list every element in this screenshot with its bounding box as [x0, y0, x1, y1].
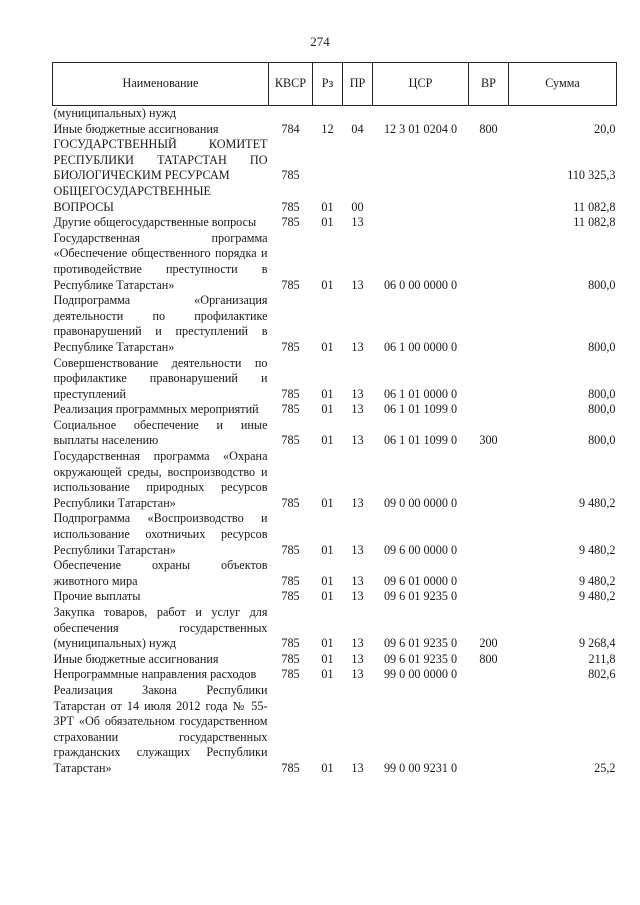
cell-vr — [469, 589, 509, 605]
cell-sum: 800,0 — [588, 386, 616, 401]
cell-kvsr: 785 — [281, 199, 300, 214]
cell-vr — [469, 184, 509, 215]
cell-sum: 9 268,4 — [578, 636, 616, 651]
cell-name: Прочие выплаты — [53, 589, 141, 604]
cell-kvsr: 785 — [281, 760, 300, 775]
cell-pr — [343, 106, 373, 122]
cell-pr: 13 — [351, 215, 364, 230]
cell-vr: 800 — [479, 651, 498, 666]
col-header-name: Наименование — [53, 63, 269, 106]
cell-rz: 01 — [321, 667, 334, 682]
cell-rz: 01 — [321, 636, 334, 651]
cell-vr — [469, 106, 509, 122]
table-row — [53, 418, 617, 449]
cell-pr: 13 — [351, 495, 364, 510]
cell-vr — [469, 402, 509, 418]
budget-table — [52, 62, 617, 777]
col-header-kvsr: КВСР — [269, 63, 313, 106]
cell-pr: 13 — [351, 589, 364, 604]
cell-sum: 9 480,2 — [578, 542, 616, 557]
cell-name: Непрограммные направления расходов — [53, 667, 257, 682]
cell-pr: 13 — [351, 651, 364, 666]
cell-pr: 13 — [351, 339, 364, 354]
cell-sum: 11 082,8 — [573, 215, 616, 230]
cell-name: Государственная программа «Охрана окружающей среды, воспроизводство и использование природных ресурсов Республики Татарстан» — [53, 449, 268, 510]
cell-name: Подпрограмма «Организация деятельности по профилактике правонарушений и преступлений в Республике Татарстан» — [53, 293, 268, 354]
cell-rz: 01 — [321, 277, 334, 292]
cell-vr — [469, 293, 509, 355]
cell-vr — [469, 667, 509, 683]
cell-kvsr: 785 — [281, 215, 300, 230]
cell-kvsr: 785 — [281, 589, 300, 604]
cell-name: Подпрограмма «Воспроизводство и использование охотничьих ресурсов Республики Татарстан» — [53, 511, 268, 557]
cell-sum: 800,0 — [588, 402, 616, 417]
table-row — [53, 558, 617, 589]
cell-name: ГОСУДАРСТВЕННЫЙ КОМИТЕТ РЕСПУБЛИКИ ТАТАРСТАН ПО БИОЛОГИЧЕСКИМ РЕСУРСАМ — [53, 137, 268, 183]
cell-kvsr: 785 — [281, 573, 300, 588]
table-row — [53, 652, 617, 668]
cell-pr: 13 — [351, 433, 364, 448]
cell-pr: 13 — [351, 636, 364, 651]
cell-rz — [313, 106, 343, 122]
cell-vr — [469, 683, 509, 777]
cell-csr: 99 0 00 0000 0 — [383, 667, 458, 682]
cell-pr: 13 — [351, 277, 364, 292]
cell-kvsr: 785 — [281, 168, 300, 183]
cell-sum: 9 480,2 — [578, 589, 616, 604]
cell-kvsr: 785 — [281, 386, 300, 401]
cell-csr: 09 6 01 9235 0 — [383, 589, 458, 604]
cell-vr — [469, 137, 509, 184]
cell-vr — [469, 558, 509, 589]
table-row — [53, 667, 617, 683]
cell-csr: 09 0 00 0000 0 — [383, 495, 458, 510]
table-row — [53, 184, 617, 215]
table-row — [53, 231, 617, 293]
cell-kvsr: 785 — [281, 402, 300, 417]
cell-sum — [509, 106, 617, 122]
cell-name: Другие общегосударственные вопросы — [53, 215, 257, 230]
table-body — [53, 106, 617, 777]
cell-vr — [469, 449, 509, 511]
col-header-rz: Рз — [313, 63, 343, 106]
cell-csr: 06 1 01 1099 0 — [383, 433, 458, 448]
cell-csr: 12 3 01 0204 0 — [383, 121, 458, 136]
table-row — [53, 589, 617, 605]
cell-sum: 9 480,2 — [578, 573, 616, 588]
cell-name: Социальное обеспечение и иные выплаты населению — [53, 417, 268, 448]
cell-vr: 200 — [479, 636, 498, 651]
cell-rz: 01 — [321, 589, 334, 604]
cell-rz: 01 — [321, 215, 334, 230]
cell-kvsr: 785 — [281, 542, 300, 557]
col-header-csr: ЦСР — [373, 63, 469, 106]
col-header-vr: ВР — [469, 63, 509, 106]
cell-vr: 300 — [479, 433, 498, 448]
page-number: 274 — [310, 34, 330, 49]
table-row — [53, 605, 617, 652]
table-row — [53, 449, 617, 511]
cell-vr — [469, 231, 509, 293]
cell-name: Иные бюджетные ассигнования — [53, 651, 219, 666]
cell-name: Реализация программных мероприятий — [53, 402, 259, 417]
cell-rz: 01 — [321, 573, 334, 588]
cell-sum: 20,0 — [594, 121, 616, 136]
table-row — [53, 122, 617, 138]
cell-vr — [469, 511, 509, 558]
cell-rz: 01 — [321, 651, 334, 666]
cell-csr: 09 6 01 0000 0 — [383, 573, 458, 588]
table-row — [53, 106, 617, 122]
cell-pr: 13 — [351, 760, 364, 775]
cell-csr: 06 0 00 0000 0 — [383, 277, 458, 292]
cell-rz: 01 — [321, 433, 334, 448]
cell-name: Обеспечение охраны объектов животного мира — [53, 558, 268, 588]
cell-sum: 211,8 — [588, 651, 616, 666]
cell-rz: 01 — [321, 495, 334, 510]
cell-csr — [373, 215, 469, 231]
cell-name: Совершенствование деятельности по профилактике правонарушений и преступлений — [53, 355, 268, 401]
cell-rz: 01 — [321, 760, 334, 775]
col-header-pr: ПР — [343, 63, 373, 106]
cell-name: Иные бюджетные ассигнования — [53, 121, 219, 136]
cell-pr: 13 — [351, 573, 364, 588]
cell-sum: 802,6 — [588, 667, 616, 682]
cell-kvsr: 785 — [281, 495, 300, 510]
cell-rz: 01 — [321, 402, 334, 417]
cell-kvsr: 785 — [281, 433, 300, 448]
cell-pr: 04 — [351, 121, 364, 136]
cell-pr: 13 — [351, 542, 364, 557]
cell-csr: 09 6 01 9235 0 — [383, 651, 458, 666]
cell-pr: 13 — [351, 667, 364, 682]
cell-csr: 09 6 00 0000 0 — [383, 542, 458, 557]
cell-csr — [373, 184, 469, 215]
cell-kvsr: 784 — [281, 121, 300, 136]
cell-csr: 09 6 01 9235 0 — [383, 636, 458, 651]
cell-name: Государственная программа «Обеспечение общественного порядка и противодействие преступности в Республике Татарстан» — [53, 230, 268, 292]
cell-pr: 13 — [351, 386, 364, 401]
table-row — [53, 137, 617, 184]
cell-sum: 800,0 — [588, 339, 616, 354]
table-row — [53, 683, 617, 777]
table-row — [53, 511, 617, 558]
table-header-row — [53, 63, 617, 106]
table-row — [53, 293, 617, 355]
cell-rz — [313, 137, 343, 184]
cell-name: Закупка товаров, работ и услуг для обеспечения государственных (муниципальных) нужд — [53, 605, 268, 651]
cell-csr: 06 1 01 0000 0 — [383, 386, 458, 401]
col-header-sum: Сумма — [509, 63, 617, 106]
cell-name: (муниципальных) нужд — [53, 106, 177, 120]
cell-name: ОБЩЕГОСУДАРСТВЕННЫЕ ВОПРОСЫ — [53, 183, 211, 214]
cell-sum: 800,0 — [588, 277, 616, 292]
table-row — [53, 215, 617, 231]
cell-kvsr: 785 — [281, 636, 300, 651]
table-row — [53, 402, 617, 418]
cell-name: Реализация Закона Республики Татарстан от 14 июля 2012 года № 55-ЗРТ «Об обязательном государственном страховании государственных гражданских служащих Республики Татарстан» — [53, 682, 268, 775]
cell-vr: 800 — [479, 121, 498, 136]
cell-rz: 01 — [321, 386, 334, 401]
cell-pr: 00 — [351, 199, 364, 214]
cell-sum: 110 325,3 — [567, 168, 616, 183]
cell-sum: 25,2 — [594, 760, 616, 775]
table-row — [53, 356, 617, 403]
cell-rz: 01 — [321, 542, 334, 557]
cell-csr: 06 1 01 1099 0 — [383, 402, 458, 417]
cell-pr: 13 — [351, 402, 364, 417]
cell-csr — [373, 137, 469, 184]
cell-vr — [469, 356, 509, 403]
cell-kvsr — [269, 106, 313, 122]
cell-sum: 11 082,8 — [573, 199, 616, 214]
cell-kvsr: 785 — [281, 667, 300, 682]
cell-kvsr: 785 — [281, 651, 300, 666]
cell-csr: 06 1 00 0000 0 — [383, 339, 458, 354]
cell-kvsr: 785 — [281, 339, 300, 354]
cell-vr — [469, 215, 509, 231]
cell-kvsr: 785 — [281, 277, 300, 292]
cell-pr — [343, 137, 373, 184]
cell-rz: 01 — [321, 339, 334, 354]
cell-csr — [373, 106, 469, 122]
cell-rz: 12 — [321, 121, 334, 136]
cell-rz: 01 — [321, 199, 334, 214]
cell-sum: 800,0 — [588, 433, 616, 448]
cell-sum: 9 480,2 — [578, 495, 616, 510]
cell-csr: 99 0 00 9231 0 — [383, 760, 458, 775]
